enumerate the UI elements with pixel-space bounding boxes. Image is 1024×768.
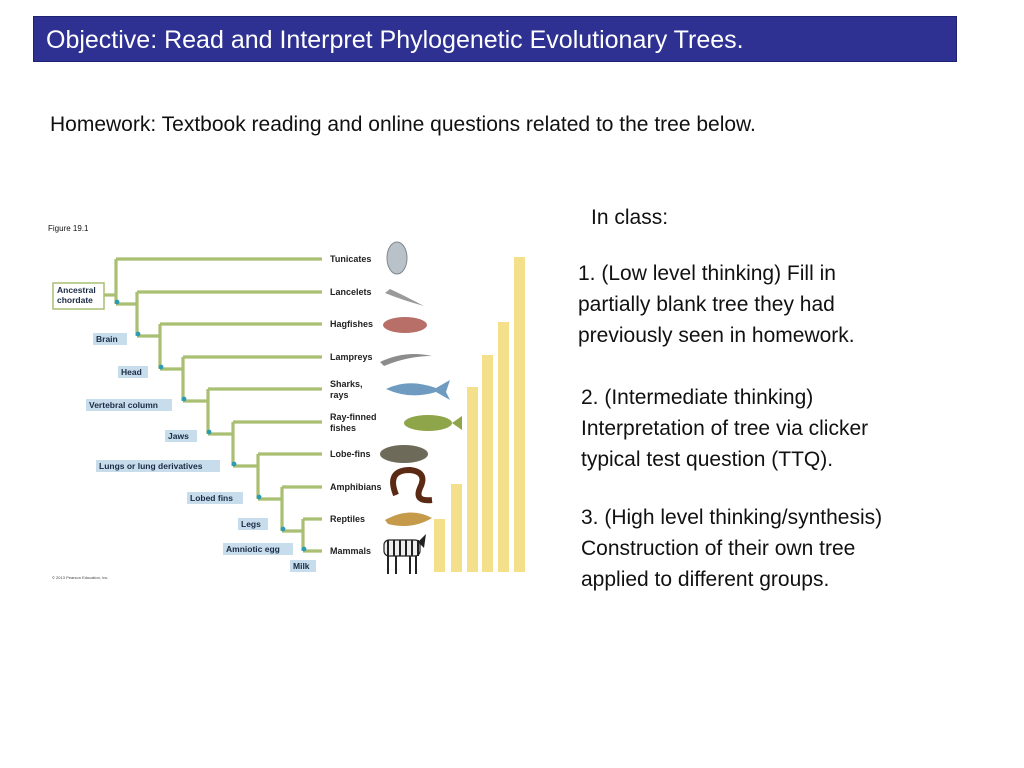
taxon-label: Mammals xyxy=(330,546,372,556)
animal-icon xyxy=(383,317,427,333)
trait-label: Head xyxy=(121,367,142,377)
animal-icon xyxy=(385,289,424,306)
trait-node xyxy=(207,430,212,435)
animal-icon xyxy=(386,380,450,400)
trait-node xyxy=(257,495,262,500)
taxon-label: Tunicates xyxy=(330,254,372,264)
in-class-heading: In class: xyxy=(591,206,669,229)
trait-node xyxy=(136,332,141,337)
trait-node xyxy=(232,462,237,467)
animal-icon xyxy=(387,242,407,274)
animal-icon xyxy=(385,512,432,526)
evidence-bar xyxy=(467,387,478,572)
taxon-label: Reptiles xyxy=(330,514,366,524)
taxon-label: Lancelets xyxy=(330,287,372,297)
trait-node xyxy=(281,527,286,532)
trait-label: Vertebral column xyxy=(89,400,158,410)
trait-label: Jaws xyxy=(168,431,189,441)
animal-icon xyxy=(404,415,452,431)
in-class-item-1: 1. (Low level thinking) Fill in partially blank tree they had previously seen in homework. xyxy=(578,262,855,347)
trait-label: Legs xyxy=(241,519,261,529)
animal-icon xyxy=(384,540,420,556)
trait-label: Brain xyxy=(96,334,118,344)
trait-label: Lobed fins xyxy=(190,493,233,503)
taxon-label: Amphibians xyxy=(330,482,382,492)
taxon-label: Ray-finned fishes xyxy=(330,412,377,433)
evidence-bar xyxy=(498,322,509,572)
taxon-label: Sharks, rays xyxy=(330,379,363,400)
animal-icon xyxy=(452,416,462,430)
trait-label: Milk xyxy=(293,561,310,571)
trait-node xyxy=(159,365,164,370)
trait-node xyxy=(182,397,187,402)
animal-icon xyxy=(380,445,428,463)
trait-label: Lungs or lung derivatives xyxy=(99,461,203,471)
trait-label: Amniotic egg xyxy=(226,544,280,554)
animal-icon xyxy=(380,354,432,366)
evidence-bar xyxy=(451,484,462,572)
in-class-item-2: 2. (Intermediate thinking) Interpretation of tree via clicker typical test question (TTQ). xyxy=(581,386,869,471)
evidence-bar xyxy=(482,355,493,572)
figure-label: Figure 19.1 xyxy=(48,224,89,233)
evidence-bar xyxy=(514,257,525,572)
root-label: Ancestral chordate xyxy=(57,285,96,305)
homework-text: Homework: Textbook reading and online questions related to the tree below. xyxy=(50,113,756,136)
trait-node xyxy=(115,300,120,305)
taxon-label: Lampreys xyxy=(330,352,373,362)
taxon-label: Hagfishes xyxy=(330,319,374,329)
trait-node xyxy=(302,547,307,552)
in-class-item-3: 3. (High level thinking/synthesis) Construction of their own tree applied to different groups. xyxy=(581,506,883,591)
slide-title: Objective: Read and Interpret Phylogenetic Evolutionary Trees. xyxy=(46,26,744,54)
figure-copyright: © 2013 Pearson Education, Inc. xyxy=(52,575,109,580)
taxon-label: Lobe-fins xyxy=(330,449,371,459)
animal-icon xyxy=(393,470,432,500)
evidence-bar xyxy=(434,519,445,572)
